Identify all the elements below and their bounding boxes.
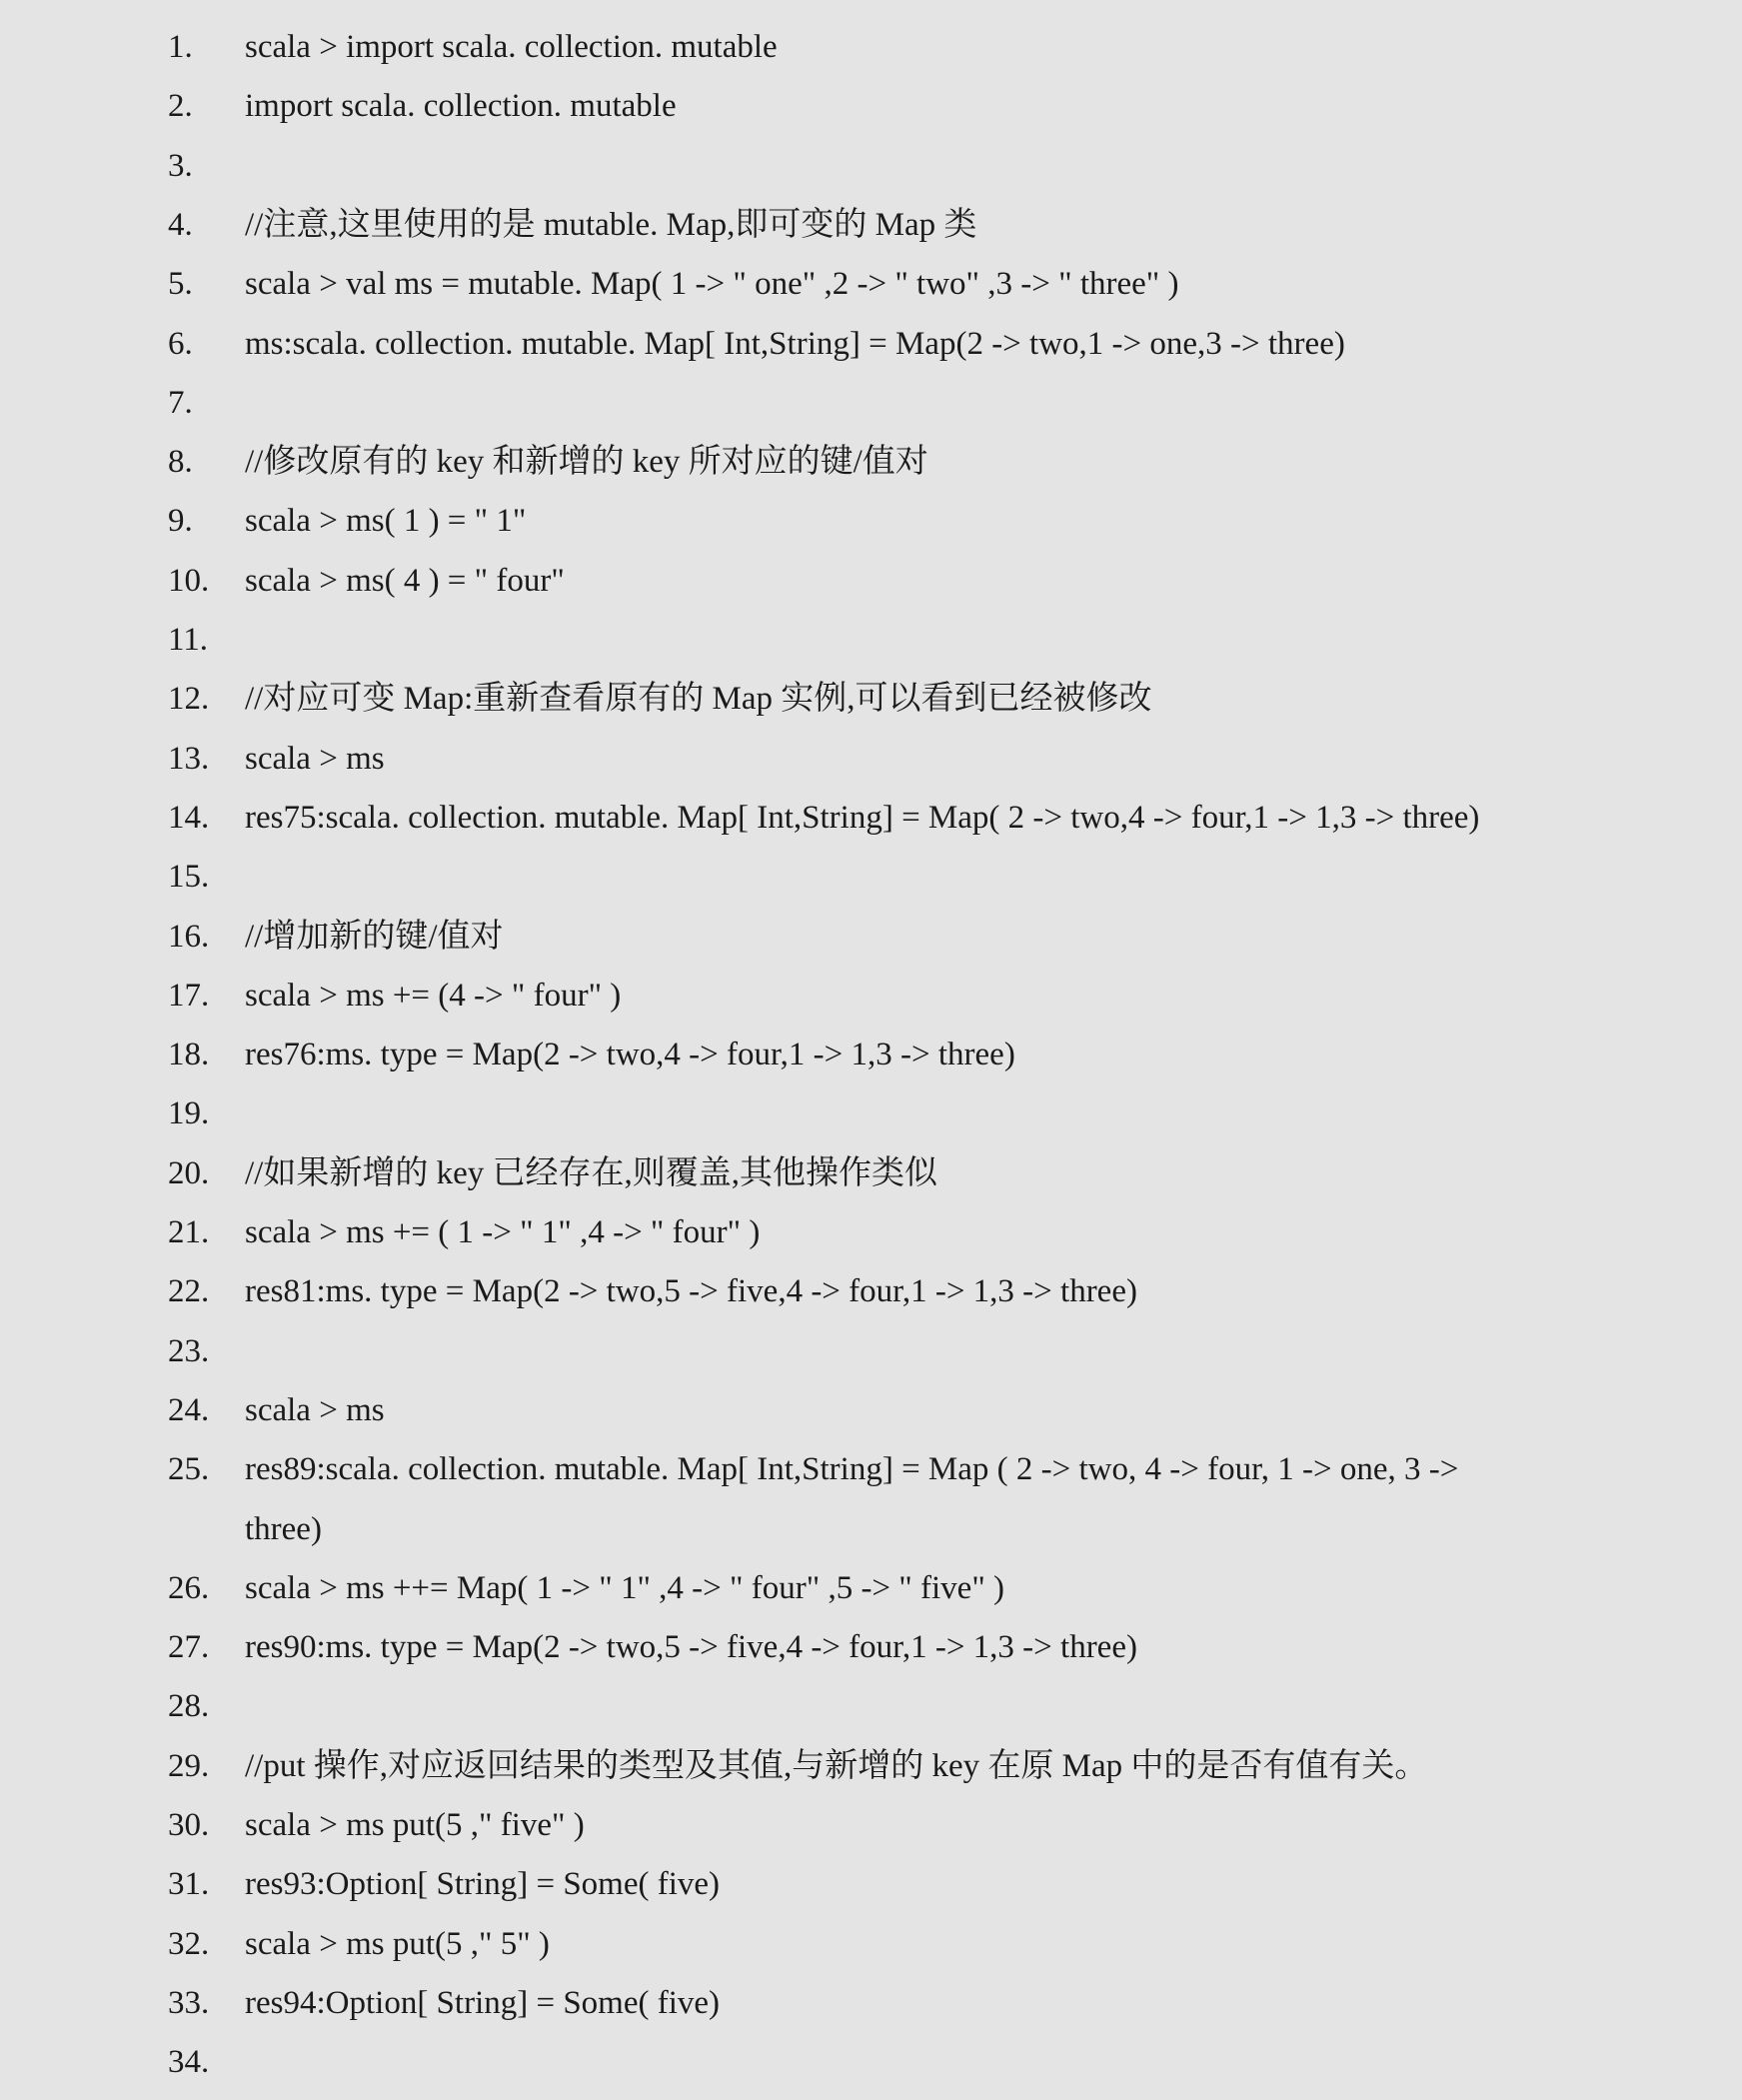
line-text: scala > ms ++= Map( 1 -> " 1" ,4 -> " four" ,5 -> " five" ) xyxy=(245,1569,1005,1606)
line-text: scala > ms put(5 ," 5" ) xyxy=(245,1925,550,1962)
line-text: //注意,这里使用的是 mutable. Map,即可变的 Map 类 xyxy=(245,206,977,243)
line-text: //增加新的键/值对 xyxy=(245,918,504,955)
code-line xyxy=(0,1737,1742,1796)
line-text: scala > ms += ( 1 -> " 1" ,4 -> " four" ) xyxy=(245,1214,761,1250)
line-number: 23. xyxy=(168,1332,210,1369)
code-line xyxy=(0,1440,1742,1499)
code-line xyxy=(0,1677,1742,1736)
line-text: res89:scala. collection. mutable. Map[ Int,String] = Map ( 2 -> two, 4 -> four, 1 -> one, 3 -> xyxy=(245,1451,1459,1488)
code-line xyxy=(0,670,1742,729)
line-number: 28. xyxy=(168,1688,210,1725)
line-number: 17. xyxy=(168,977,210,1014)
line-number: 4. xyxy=(168,206,193,243)
code-line xyxy=(0,1915,1742,1974)
code-line xyxy=(0,848,1742,907)
code-line xyxy=(0,1559,1742,1618)
code-line xyxy=(0,1322,1742,1381)
line-number: 25. xyxy=(168,1451,210,1488)
code-line xyxy=(0,18,1742,77)
code-line xyxy=(0,255,1742,314)
code-line xyxy=(0,611,1742,670)
line-text: scala > ms put(5 ," five" ) xyxy=(245,1807,585,1843)
code-line xyxy=(0,433,1742,492)
line-number: 3. xyxy=(168,147,193,184)
line-number: 6. xyxy=(168,325,193,362)
code-line xyxy=(0,77,1742,136)
code-line xyxy=(0,1381,1742,1440)
line-number: 10. xyxy=(168,562,210,599)
code-line xyxy=(0,908,1742,967)
code-line xyxy=(0,1796,1742,1855)
line-text: res90:ms. type = Map(2 -> two,5 -> five,4 -> four,1 -> 1,3 -> three) xyxy=(245,1629,1137,1666)
code-line xyxy=(0,1618,1742,1677)
line-number: 26. xyxy=(168,1569,210,1606)
line-text: res75:scala. collection. mutable. Map[ Int,String] = Map( 2 -> two,4 -> four,1 -> 1,3 -> three) xyxy=(245,799,1480,836)
line-number: 9. xyxy=(168,503,193,540)
code-line xyxy=(0,315,1742,374)
line-number: 29. xyxy=(168,1747,210,1784)
line-number: 19. xyxy=(168,1095,210,1132)
line-number: 1. xyxy=(168,29,193,65)
line-number: 33. xyxy=(168,1984,210,2021)
code-line xyxy=(0,1144,1742,1203)
line-number: 11. xyxy=(168,622,209,658)
code-line xyxy=(0,967,1742,1026)
code-line xyxy=(0,2033,1742,2092)
code-line xyxy=(0,1084,1742,1143)
line-number: 15. xyxy=(168,859,210,896)
line-number: 32. xyxy=(168,1925,210,1962)
line-text: scala > ms xyxy=(245,1391,385,1428)
line-number: 24. xyxy=(168,1391,210,1428)
line-text: res93:Option[ String] = Some( five) xyxy=(245,1866,721,1903)
line-number: 16. xyxy=(168,918,210,955)
line-number: 27. xyxy=(168,1629,210,1666)
line-number: 13. xyxy=(168,740,210,777)
line-text: three) xyxy=(245,1510,322,1547)
line-text: scala > ms( 4 ) = " four" xyxy=(245,562,565,599)
line-text: //put 操作,对应返回结果的类型及其值,与新增的 key 在原 Map 中的是否有值有关。 xyxy=(245,1747,1428,1784)
line-text: scala > ms += (4 -> " four" ) xyxy=(245,977,622,1014)
line-number: 12. xyxy=(168,681,210,718)
line-text: scala > ms xyxy=(245,740,385,777)
line-text: ms:scala. collection. mutable. Map[ Int,String] = Map(2 -> two,1 -> one,3 -> three) xyxy=(245,325,1345,362)
line-number: 34. xyxy=(168,2044,210,2081)
code-line xyxy=(0,552,1742,611)
line-number: 14. xyxy=(168,799,210,836)
code-line xyxy=(0,1500,1742,1559)
line-number: 20. xyxy=(168,1154,210,1191)
code-line xyxy=(0,789,1742,848)
line-number: 8. xyxy=(168,444,193,481)
code-line xyxy=(0,137,1742,196)
line-number: 31. xyxy=(168,1866,210,1903)
line-text: res81:ms. type = Map(2 -> two,5 -> five,4 -> four,1 -> 1,3 -> three) xyxy=(245,1273,1137,1310)
line-text: import scala. collection. mutable xyxy=(245,88,677,125)
code-line xyxy=(0,1262,1742,1321)
line-text: //修改原有的 key 和新增的 key 所对应的键/值对 xyxy=(245,444,928,481)
line-number: 22. xyxy=(168,1273,210,1310)
line-text: res94:Option[ String] = Some( five) xyxy=(245,1984,721,2021)
code-line xyxy=(0,1855,1742,1914)
line-number: 30. xyxy=(168,1807,210,1843)
line-number: 21. xyxy=(168,1214,210,1250)
code-line xyxy=(0,196,1742,255)
code-line xyxy=(0,492,1742,551)
code-line xyxy=(0,730,1742,789)
line-text: scala > ms( 1 ) = " 1" xyxy=(245,503,527,540)
line-number: 5. xyxy=(168,266,193,303)
line-number: 7. xyxy=(168,384,193,421)
line-text: scala > val ms = mutable. Map( 1 -> " one" ,2 -> " two" ,3 -> " three" ) xyxy=(245,266,1179,303)
code-line xyxy=(0,1203,1742,1262)
line-text: //如果新增的 key 已经存在,则覆盖,其他操作类似 xyxy=(245,1154,937,1191)
code-line xyxy=(0,374,1742,433)
code-line xyxy=(0,1026,1742,1084)
line-number: 18. xyxy=(168,1037,210,1073)
line-number: 2. xyxy=(168,88,193,125)
line-text: //对应可变 Map:重新查看原有的 Map 实例,可以看到已经被修改 xyxy=(245,681,1152,718)
line-text: scala > import scala. collection. mutable xyxy=(245,29,778,65)
code-line xyxy=(0,1974,1742,2033)
line-text: res76:ms. type = Map(2 -> two,4 -> four,1 -> 1,3 -> three) xyxy=(245,1037,1015,1073)
